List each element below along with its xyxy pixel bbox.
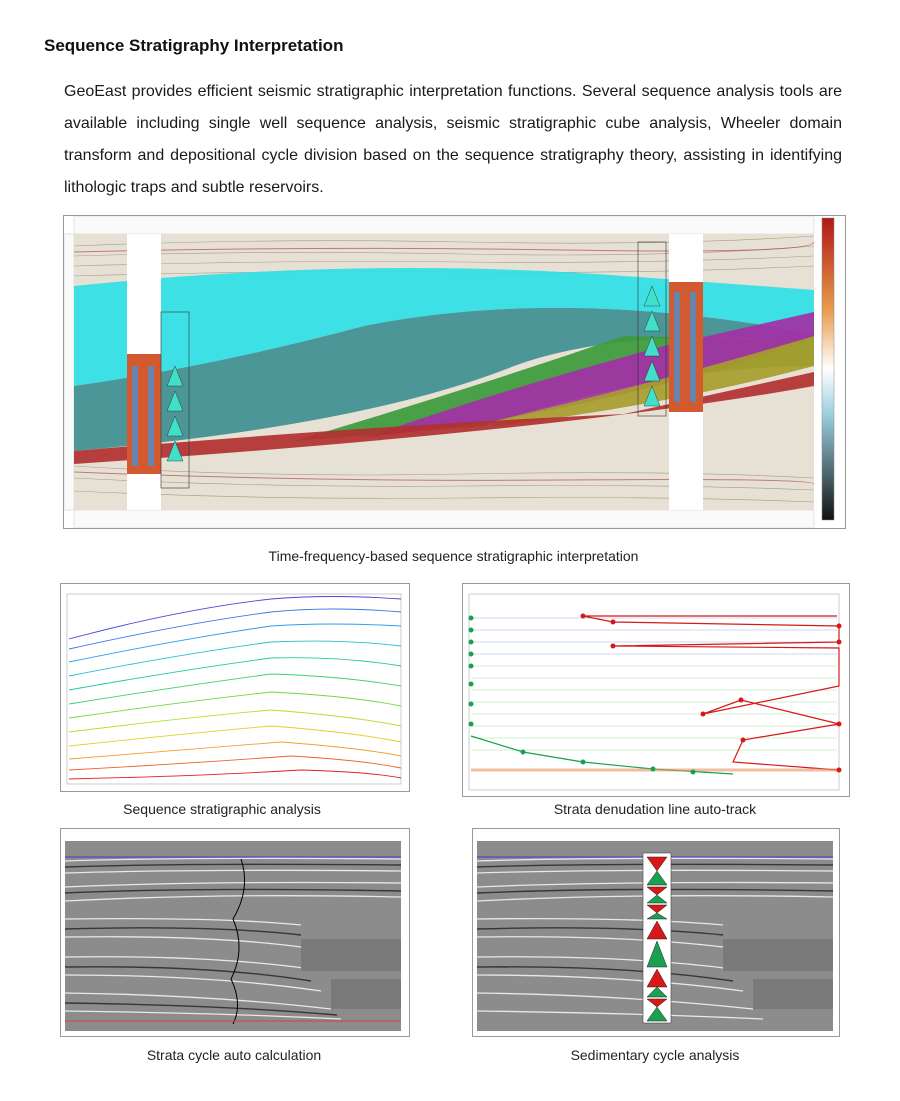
caption-sedimentary: Sedimentary cycle analysis [570,1047,740,1063]
caption-denudation: Strata denudation line auto-track [553,801,757,817]
caption-sequence: Sequence stratigraphic analysis [123,801,321,817]
caption-main: Time-frequency-based sequence stratigraphic interpretation [268,548,639,564]
sedimentary-cycle-figure [472,828,840,1037]
main-seismic-figure [63,215,846,529]
sequence-analysis-figure [60,583,410,792]
section-heading: Sequence Stratigraphy Interpretation [44,36,344,55]
denudation-figure [462,583,850,797]
intro-paragraph: GeoEast provides efficient seismic stratigraphic interpretation functions. Several sequence analysis tools are available including single well sequence analysis, seismic stratigraphic cube analysis, Wheeler domain transform and depositional cycle division based on the sequence stratigraphy theory, assisting in identifying lithologic traps and subtle reservoirs. [64,83,842,196]
cycle-calculation-figure [60,828,410,1037]
caption-cycle-calc: Strata cycle auto calculation [146,1047,322,1063]
